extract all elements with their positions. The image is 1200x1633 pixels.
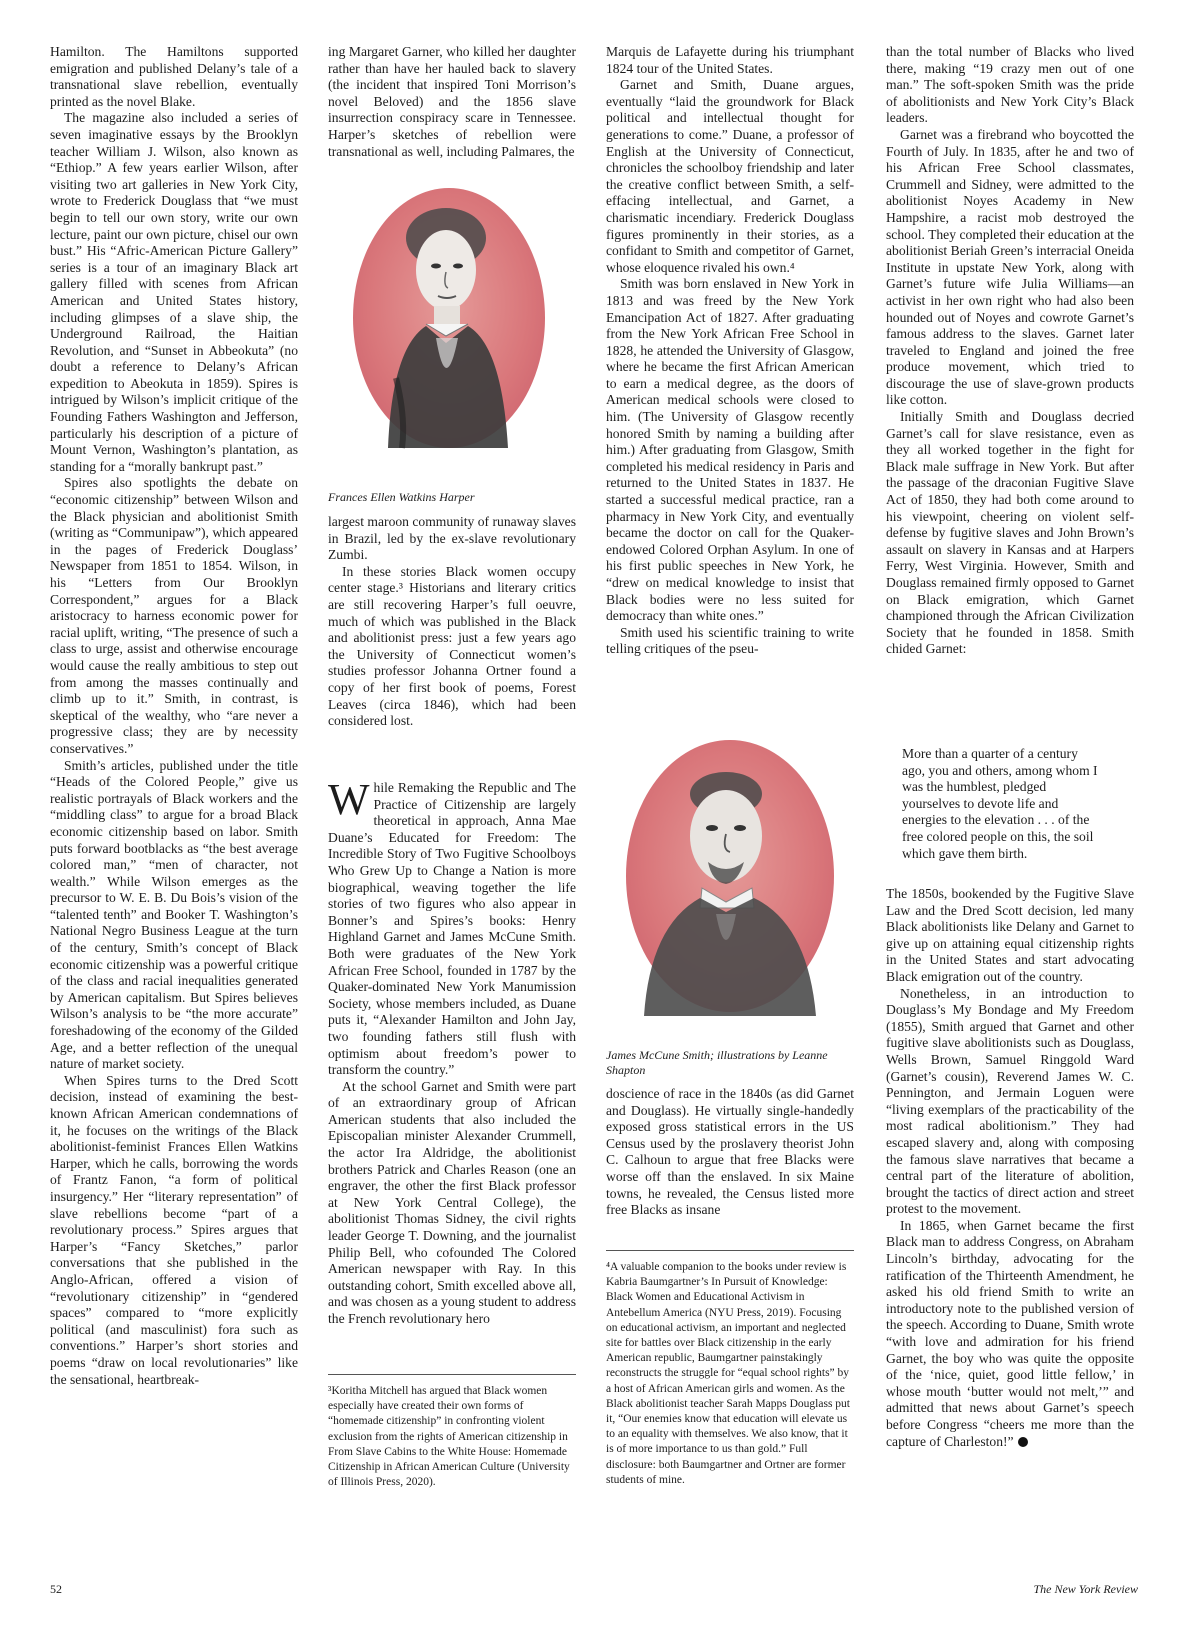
col4-para-4: The 1850s, bookended by the Fugitive Slave Law and the Dred Scott decision, led many Black abolitionists like Delany and Garnet to give up on attaining equal citizenship rights in the United States and start advocating Black emigration out of the country. [886,886,1134,984]
col4-para-2: Garnet was a firebrand who boycotted the Fourth of July. In 1835, after he and two of his African Free School classmates, Crummell and Sidney, were admitted to the abolitionist Noyes Academy in New Hampshire, a racist mob destroyed the school. They completed their education at the abolitionist Beriah Green’s interracial Oneida Institute in upstate New York, along with Garnet’s future wife Julia Williams—an activist in her own right who had also been hounded out of Noyes and cowrote Garnet’s famous address to the slaves. Garnet later traveled to England and joined the free produce movement, which tried to discourage the use of slave-grown products like cotton. [886,126,1134,408]
col2-section-para-1 [328,775,576,1079]
column-4-top [886,44,1134,658]
col1-para-2: The magazine also included a series of seven imaginative essays by the Brooklyn teacher William J. Wilson, also known as “Ethiop.” A few years earlier Wilson, after visiting two art galleries in New York City, wrote to Frederick Douglass that “we must begin to tell our own story, write our own lecture, paint our own picture, chisel our own bust.” His “Afric-American Picture Gallery” series is a tour of an imaginary Black art gallery filled with scenes from African American and United States history, including glimpses of a slave ship, the Underground Railroad, the Haitian Revolution, and “Sunset in Abbeokuta” (no doubt a reference to Delany’s African expedition to Abeokuta in 1859). Spires is intrigued by Wilson’s implicit critique of the Founding Fathers Washington and Jefferson, particularly his description of a picture of Mount Vernon, Washington’s plantation, as standing for a “morally bankrupt past.” [50,110,298,474]
column-2-section [328,775,576,1328]
col2-para-mid-2: In these stories Black women occupy center stage.³ Historians and literary critics are still recovering Harper’s full oeuvre, much of which was published in the Black and abolitionist press: just a few years ago the University of Connecticut women’s studies professor Johanna Ortner found a copy of her first book of poems, Forest Leaves (circa 1846), which had been considered lost. [328,563,576,729]
col1-para-3: Spires also spotlights the debate on “economic citizenship” between Wilson and the Black physician and abolitionist Smith (writing as “Communipaw”), which appeared in the pages of Frederick Douglass’ Newspaper from 1851 to 1854. Wilson, in his “Letters from Our Brooklyn Correspondent,” argues for a Black aristocracy to harness economic power for racial uplift, writing, “The presence of such a class to urge, assist and otherwise encourage would cause the really ambitious to step out from among the masses continually and climb up to it.” Smith, in contrast, is skeptical of the wealthy, who “are never a progressive class; they are by necessity conservatives.” [50,475,299,756]
page-number: 52 [50,1582,62,1596]
column-2-middle [328,514,576,730]
col3-para-4: Smith used his scientific training to write telling critiques of the pseu- [606,624,854,657]
block-quote: More than a quarter of a century ago, you and others, among whom I was the humblest, pledged yourselves to devote life and energies to the elevation . . . of the free colored people on this, the soil which gave them birth. [902,746,1098,861]
column-1 [50,44,298,1388]
column-2-top [328,44,576,160]
end-mark-icon [1018,1437,1028,1447]
harper-portrait-illustration [326,178,572,468]
column-4-bottom [886,886,1134,1450]
col2-para-mid-1: largest maroon community of runaway slaves in Brazil, led by the ex-slave revolutionary Zumbi. [328,514,576,563]
col3-para-3: Smith was born enslaved in New York in 1813 and was freed by the New York Emancipation Act of 1827. After graduating from the New York African Free School in 1828, he attended the University of Glasgow, where he became the first African American to earn a medical degree, as the doors of American medical schools were closed to him. (The University of Glasgow recently honored Smith by naming a building after him.) After graduating from Glasgow, Smith completed his medical residency in Paris and returned to the United States in 1837. He started a successful medical practice, ran a pharmacy in New York City, and eventually became the doctor on call for the Quaker-endowed Colored Orphan Asylum. In one of his first public speeches in New York, he “drew on medical knowledge to insist that Black bodies were no less suited for democracy than white ones.” [606,276,854,624]
col2-para-top: ing Margaret Garner, who killed her daughter rather than have her hauled back to slavery (the incident that inspired Toni Morrison’s novel Beloved) and the 1856 slave insurrection conspiracy scare in Tennessee. Harper’s sketches of rebellion were transnational as well, including Palmares, the [328,44,576,159]
caption-smith: James McCune Smith; illustrations by Leanne Shapton [606,1048,828,1077]
col3-para-2: Garnet and Smith, Duane argues, eventually “laid the groundwork for Black political and intellectual thought for generations to come.” Duane, a professor of English at the University of Connecticut, chronicles the schoolboy friendship and later the creative conflict between Smith, a self-effacing intellectual, and Garnet, a charismatic incendiary. Frederick Douglass figures prominently in their stories, as a confidant to Smith and competitor of Garnet, whose eloquence rivaled his own.⁴ [606,77,854,275]
col1-para-5: When Spires turns to the Dred Scott decision, instead of examining the best-known African American condemnations of it, he focuses on the writings of the Black abolitionist-feminist Frances Ellen Watkins Harper, which he calls, borrowing the words of Frantz Fanon, “a form of political insurgency.” Her “literary representation” of slave rebellions become “part of a revolutionary process.” Spires argues that Harper’s “Fancy Sketches,” parlor conversations that she published in the Anglo-African, offered a vision of “revolutionary citizenship” in “gendered spaces” compared to “more explicitly political (and masculinist) fora such as conventions.” Harper’s short stories and poems “draw on local revolutionaries” like the sensational, heartbreak- [50,1072,298,1387]
col4-para-6 [886,1218,1134,1450]
col4-para-1: than the total number of Blacks who lived there, making “19 crazy men out of one man.” The soft-spoken Smith was the pride of abolitionists and New York City’s Black leaders. [886,44,1134,126]
col4-para-5: Nonetheless, in an introduction to Douglass’s My Bondage and My Freedom (1855), Smith argued that Garnet and other fugitive slave abolitionists such as Douglass, Wells Brown, Samuel Ringgold Ward (Garnet’s cousin), Reverend James W. C. Pennington, and Jermain Loguen were “living exemplars of the practicability of the most radical abolitionism.” They had escaped slavery and, along with composing the famous slave narratives that became a central part of the literature of abolition, brought the tactics of direct action and street protest to the movement. [886,985,1134,1217]
col1-para-1: Hamilton. The Hamiltons supported emigration and published Delany’s tale of a transnational slave rebellion, eventually printed as the novel Blake. [50,44,298,109]
col2-section-para-2: At the school Garnet and Smith were part of an extraordinary group of African American students that also included the Episcopalian minister Alexander Crummell, the actor Ira Aldridge, the abolitionist brothers Patrick and Charles Reason (one an engraver, the other the first Black professor at New York Central College), the abolitionist Thomas Sidney, the civil rights leader George T. Downing, and the journalist Philip Bell, who cofounded The Colored American newspaper with Ray. In this outstanding cohort, Smith excelled above all, and was chosen as a young student to address the French revolutionary hero [328,1078,576,1326]
caption-harper: Frances Ellen Watkins Harper [328,490,475,504]
smith-portrait-illustration [604,736,854,1036]
column-3-top [606,44,854,658]
col1-para-4: Smith’s articles, published under the title “Heads of the Colored People,” give us realistic portrayals of Black workers and the “middling class” to argue for a broad Black economic citizenship based on labor. Smith puts forward bootblacks as “the best average colored man,” “men of character, not wealth.” While Wilson emerges as the precursor to W. E. B. Du Bois’s vision of the “talented tenth” and Booker T. Washington’s National Negro Business League at the turn of the century, Smith’s concept of Black economic citizenship was a powerful critique of the class and racial inequalities generated by American capitalism. But Spires believes Wilson’s analysis to be “the more accurate” foreshadowing of the economy of the Gilded Age, and a better reflection of the unequal nature of market society. [50,757,298,1072]
drop-cap: W [328,775,370,824]
footnote-rule-4 [606,1250,854,1251]
publication-name: The New York Review [1033,1582,1138,1596]
col4-para-3: Initially Smith and Douglass decried Garnet’s call for slave resistance, even as they all worked together in the fight for Black male suffrage in New York. But after the passage of the draconian Fugitive Slave Act of 1850, they had both come around to his viewpoint, cheering on violent self-defense by fugitive slaves and John Brown’s assault on slavery in Kansas and at Harpers Ferry, West Virginia. However, Smith and Douglass remained firmly opposed to Garnet on Black emigration, which Garnet championed through the African Civilization Society that he founded in 1858. Smith chided Garnet: [886,409,1134,657]
footnote-rule-3 [328,1374,576,1375]
column-3-bottom [606,1086,854,1219]
col2-section-text-1: hile Remaking the Republic and The Practice of Citizenship are largely theoretical in approach, Anna Mae Duane’s Educated for Freedom: The Incredible Story of Two Fugitive Schoolboys Who Grew Up to Change a Nation is more biographical, weaving together the life stories of two figures who also appear in Bonner’s and Spires’s books: Henry Highland Garnet and James McCune Smith. Both were graduates of the New York African Free School, founded in 1787 by the Quaker-dominated New York Manumission Society, whose members included, as Duane puts it, “Alexander Hamilton and John Jay, two founding fathers still flush with optimism about freedom’s power to transform the country.” [328,780,576,1078]
col3-para-1: Marquis de Lafayette during his triumphant 1824 tour of the United States. [606,44,854,76]
col4-para-6-text: In 1865, when Garnet became the first Black man to address Congress, on Abraham Lincoln’s birthday, advocating for the ratification of the Thirteenth Amendment, he asked his old friend Smith to write an introductory note to the published version of the speech. According to Duane, Smith wrote “with love and admiration for his friend Garnet, the boy who was quite the opposite of the ‘nice, quiet, good little fellow,’ in whose mouth ‘butter would not melt,’” and admitted that news about Garnet’s speech before Congress “cheers me more than the capture of Charleston!” [886,1217,1134,1449]
footnote-3: ³Koritha Mitchell has argued that Black women especially have created their own forms of “homemade citizenship” in confronting violent exclusion from the rights of American citizenship in From Slave Cabins to the White House: Homemade Citizenship in African American Culture (University of Illinois Press, 2020). [328,1385,570,1489]
col3-para-bottom: doscience of race in the 1840s (as did Garnet and Douglass). He virtually single-handedly exposed gross statistical errors in the US Census used by the proslavery theorist John C. Calhoun to argue that free Blacks were worse off than the enslaved. In six Maine towns, he revealed, the Census listed more free Blacks as insane [606,1086,854,1218]
footnote-4: ⁴A valuable companion to the books under review is Kabria Baumgartner’s In Pursuit of Knowledge: Black Women and Educational Activism in Antebellum America (NYU Press, 2019). Focusing on educational activism, an important and neglected site for battles over Black citizenship in the early American republic, Baumgartner painstakingly reconstructs the struggle for “equal school rights” by a host of African American girls and women. As the Black abolitionist teacher Sarah Mapps Douglass put it, “Our enemies know that education will elevate us to an equality with themselves. We also know, that it is of more importance to us than gold.” Full disclosure: both Baumgartner and Ortner are former students of mine. [606,1261,851,1486]
